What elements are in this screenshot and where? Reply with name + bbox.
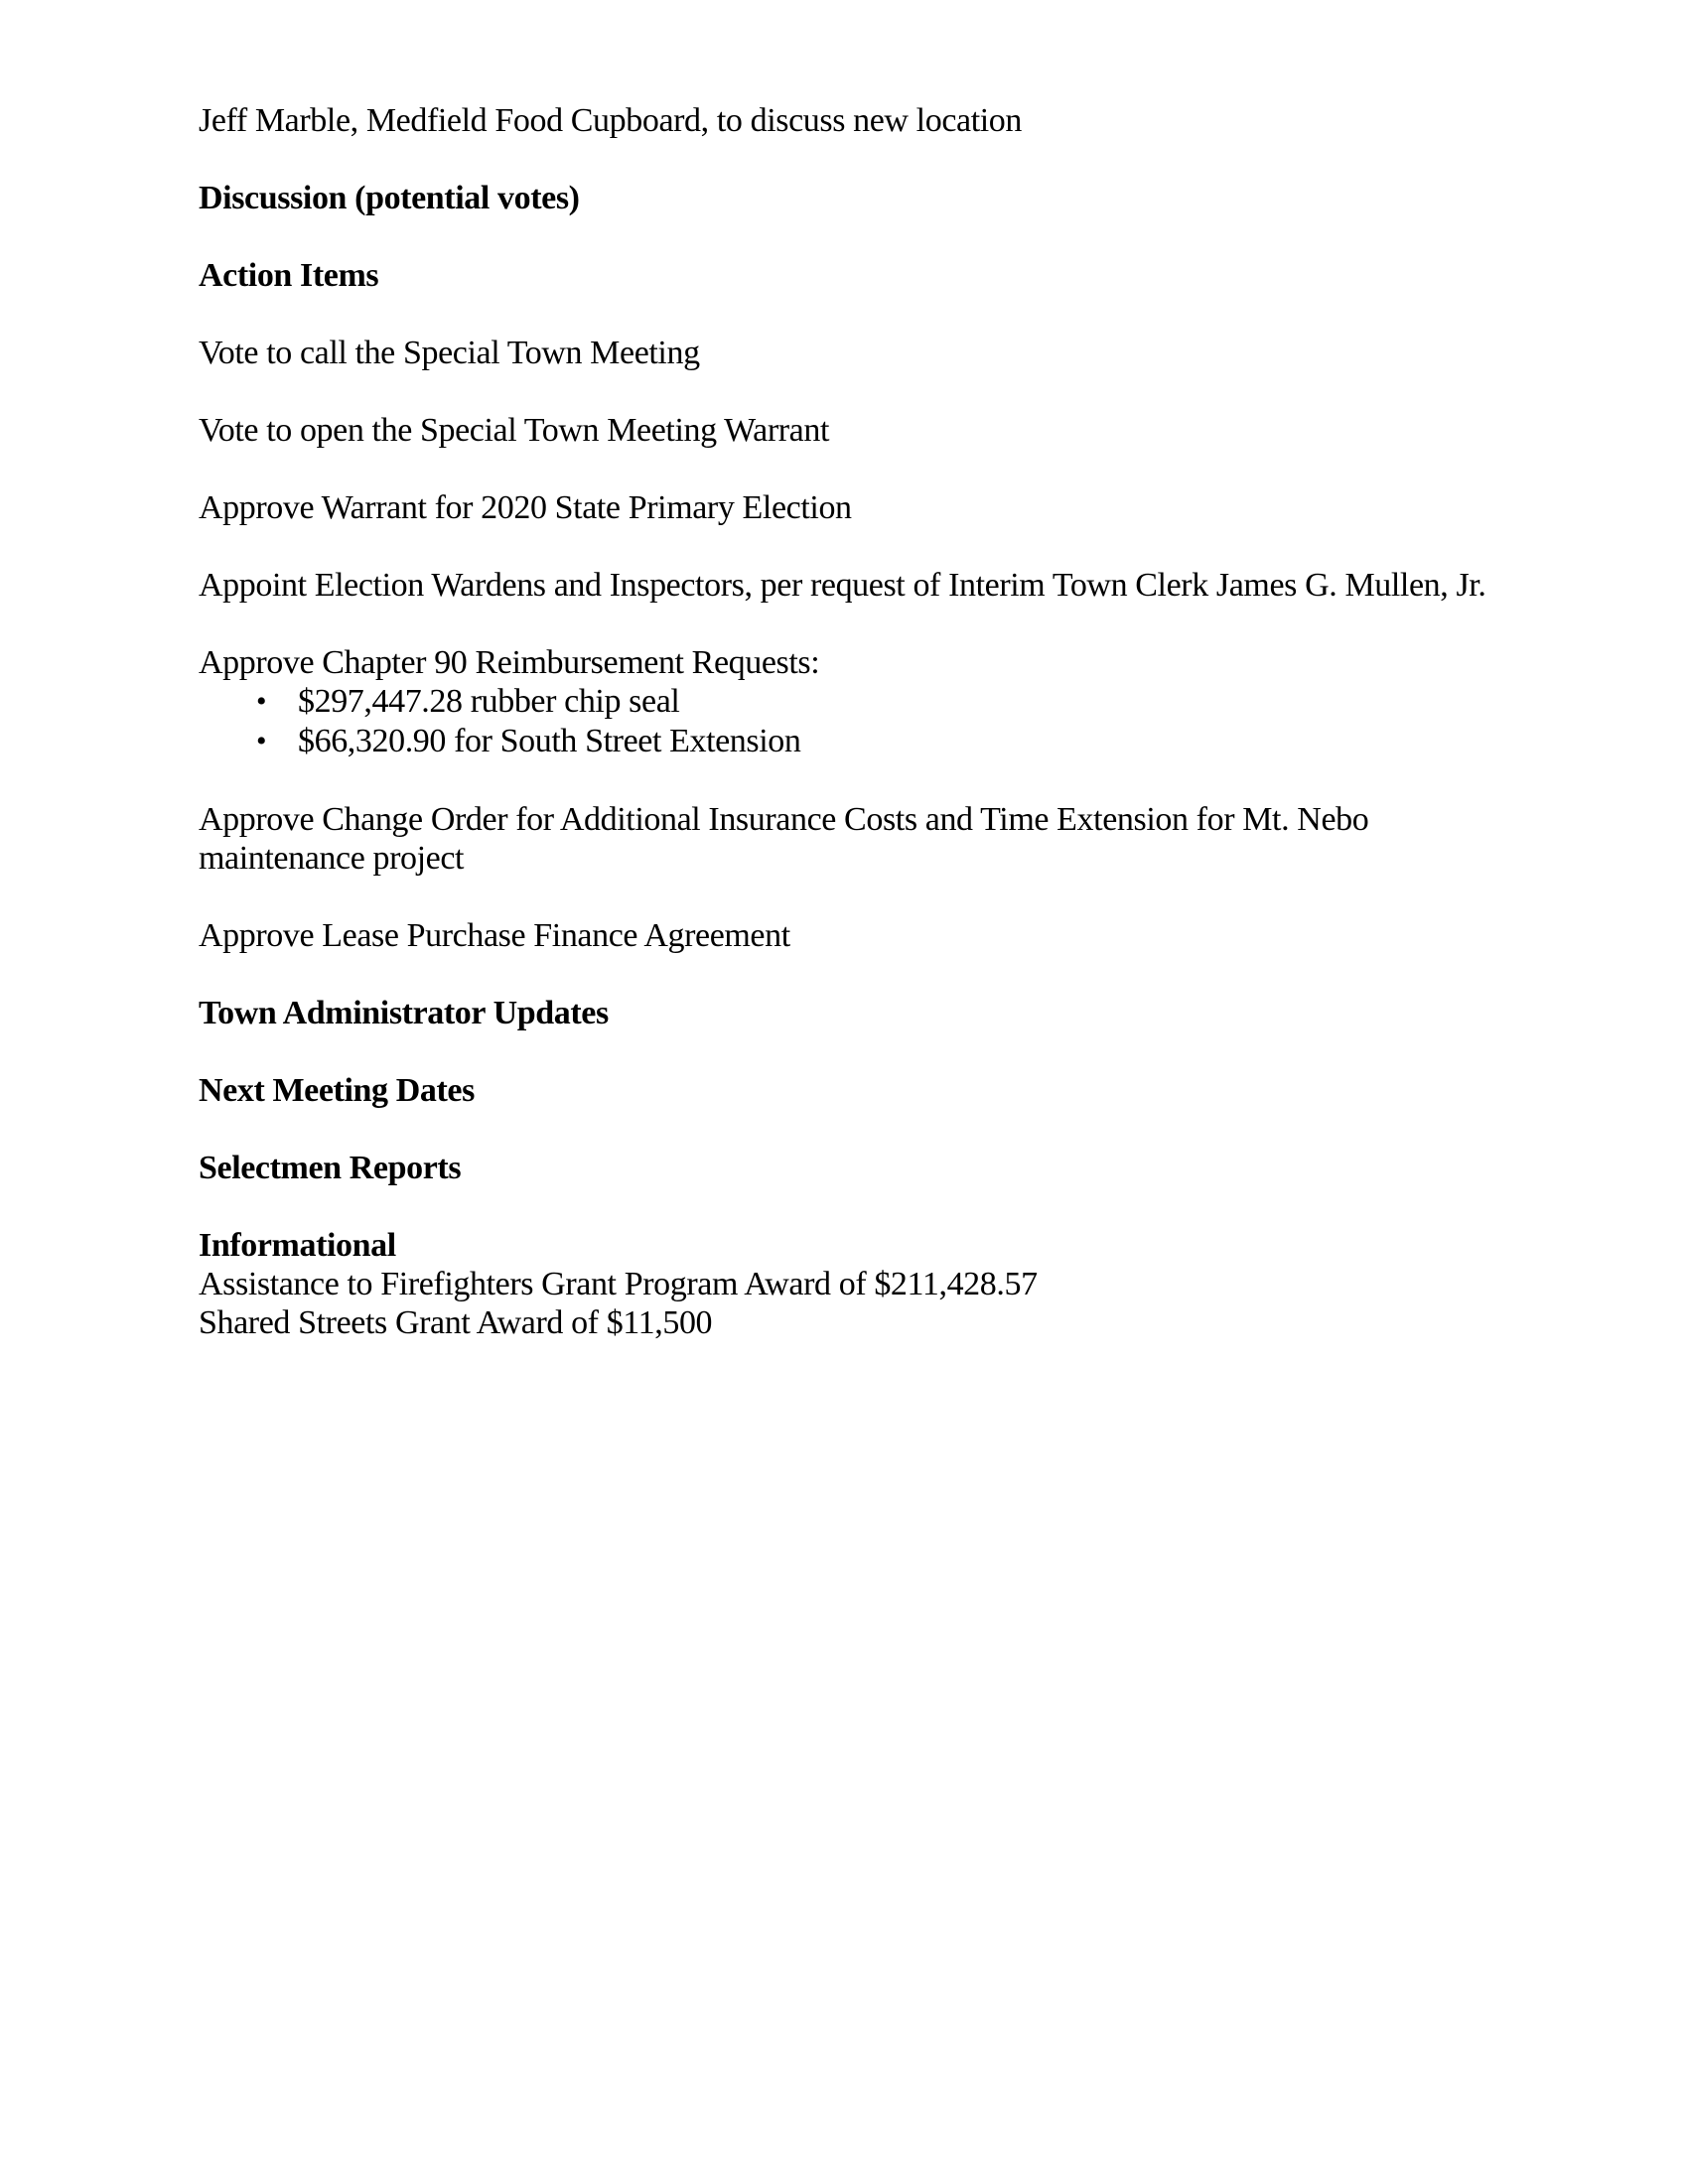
paragraph: Appoint Election Wardens and Inspectors, per request of Interim Town Clerk James G. Mullen, Jr. <box>199 567 1486 604</box>
paragraph: Approve Lease Purchase Finance Agreement <box>199 917 790 954</box>
bullet-icon: • <box>256 725 267 757</box>
paragraph: Approve Change Order for Additional Insurance Costs and Time Extension for Mt. Nebo maintenance project <box>199 801 1369 877</box>
bullet-item-text: $297,447.28 rubber chip seal <box>298 683 680 720</box>
paragraph: Shared Streets Grant Award of $11,500 <box>199 1304 713 1341</box>
bullet-icon: • <box>256 685 267 718</box>
bullet-item <box>199 682 1509 722</box>
paragraph: Jeff Marble, Medfield Food Cupboard, to discuss new location <box>199 102 1023 139</box>
paragraph: Vote to open the Special Town Meeting Warrant <box>199 412 830 449</box>
section-heading: Next Meeting Dates <box>199 1072 475 1109</box>
list-intro-paragraph: Approve Chapter 90 Reimbursement Requests: <box>199 644 820 681</box>
section-heading: Town Administrator Updates <box>199 995 609 1031</box>
bullet-item-text: $66,320.90 for South Street Extension <box>298 723 801 759</box>
section-heading: Informational <box>199 1227 396 1264</box>
section-heading: Action Items <box>199 257 379 294</box>
paragraph: Vote to call the Special Town Meeting <box>199 335 700 371</box>
section-heading: Selectmen Reports <box>199 1150 462 1186</box>
document-content <box>199 101 1509 1342</box>
section-heading: Discussion (potential votes) <box>199 180 580 216</box>
bullet-item <box>199 722 1509 761</box>
paragraph: Assistance to Firefighters Grant Program Award of $211,428.57 <box>199 1266 1038 1302</box>
bullet-list <box>199 682 1509 761</box>
paragraph: Approve Warrant for 2020 State Primary Election <box>199 489 852 526</box>
